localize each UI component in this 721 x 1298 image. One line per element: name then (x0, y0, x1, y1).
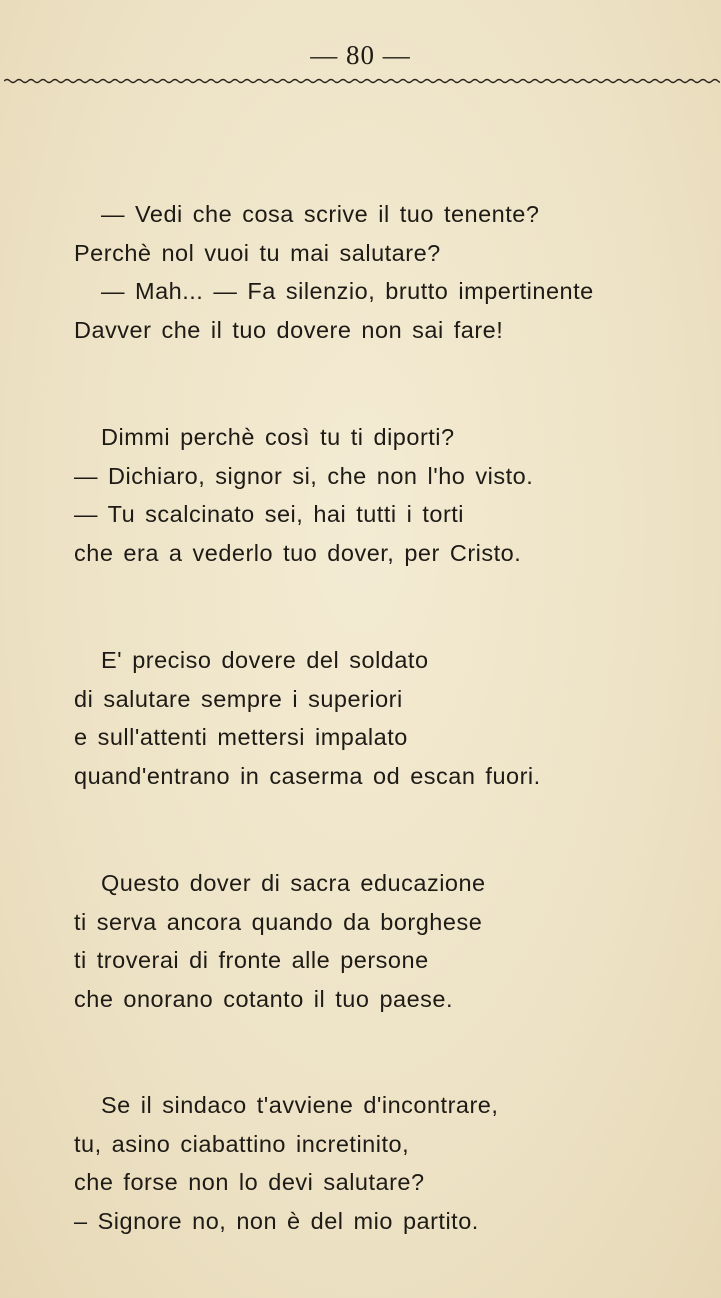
verse-line: ti troverai di fronte alle persone (74, 947, 429, 973)
stanza-4 (74, 864, 674, 1018)
verse-line: E' preciso dovere del soldato (101, 647, 429, 673)
stanza-5 (74, 1086, 674, 1240)
verse-line: che era a vederlo tuo dover, per Cristo. (74, 539, 522, 566)
verse-line: Se il sindaco t'avviene d'incontrare, (101, 1092, 499, 1118)
verse-line: quand'entrano in caserma od escan fuori. (74, 762, 541, 789)
verse-line: di salutare sempre i superiori (74, 685, 403, 712)
verse-line: che forse non lo devi salutare? (74, 1169, 425, 1195)
verse-line: — Mah... — Fa silenzio, brutto impertinente (101, 278, 594, 304)
verse-line: Davver che il tuo dovere non sai fare! (74, 316, 504, 343)
verse-line: Perchè nol vuoi tu mai salutare? (74, 239, 441, 266)
verse-line: — Vedi che cosa scrive il tuo tenente? (101, 201, 540, 227)
verse-line: e sull'attenti mettersi impalato (74, 724, 408, 750)
verse-line: ti serva ancora quando da borghese (74, 908, 483, 935)
verse-line: Questo dover di sacra educazione (101, 870, 486, 896)
verse-line: – Signore no, non è del mio partito. (74, 1207, 479, 1234)
stanza-2 (74, 418, 674, 572)
verse-line: — Tu scalcinato sei, hai tutti i torti (74, 501, 465, 527)
verse-line: che onorano cotanto il tuo paese. (74, 985, 454, 1012)
verse-line: tu, asino ciabattino incretinito, (74, 1130, 410, 1157)
stanza-3 (74, 641, 674, 795)
verse-line: Dimmi perchè così tu ti diporti? (101, 424, 455, 450)
stanza-1 (74, 195, 674, 349)
page-number: — 80 — (310, 40, 411, 70)
decorative-wavy-rule (4, 72, 720, 90)
verse-line: — Dichiaro, signor si, che non l'ho visto. (74, 462, 534, 489)
